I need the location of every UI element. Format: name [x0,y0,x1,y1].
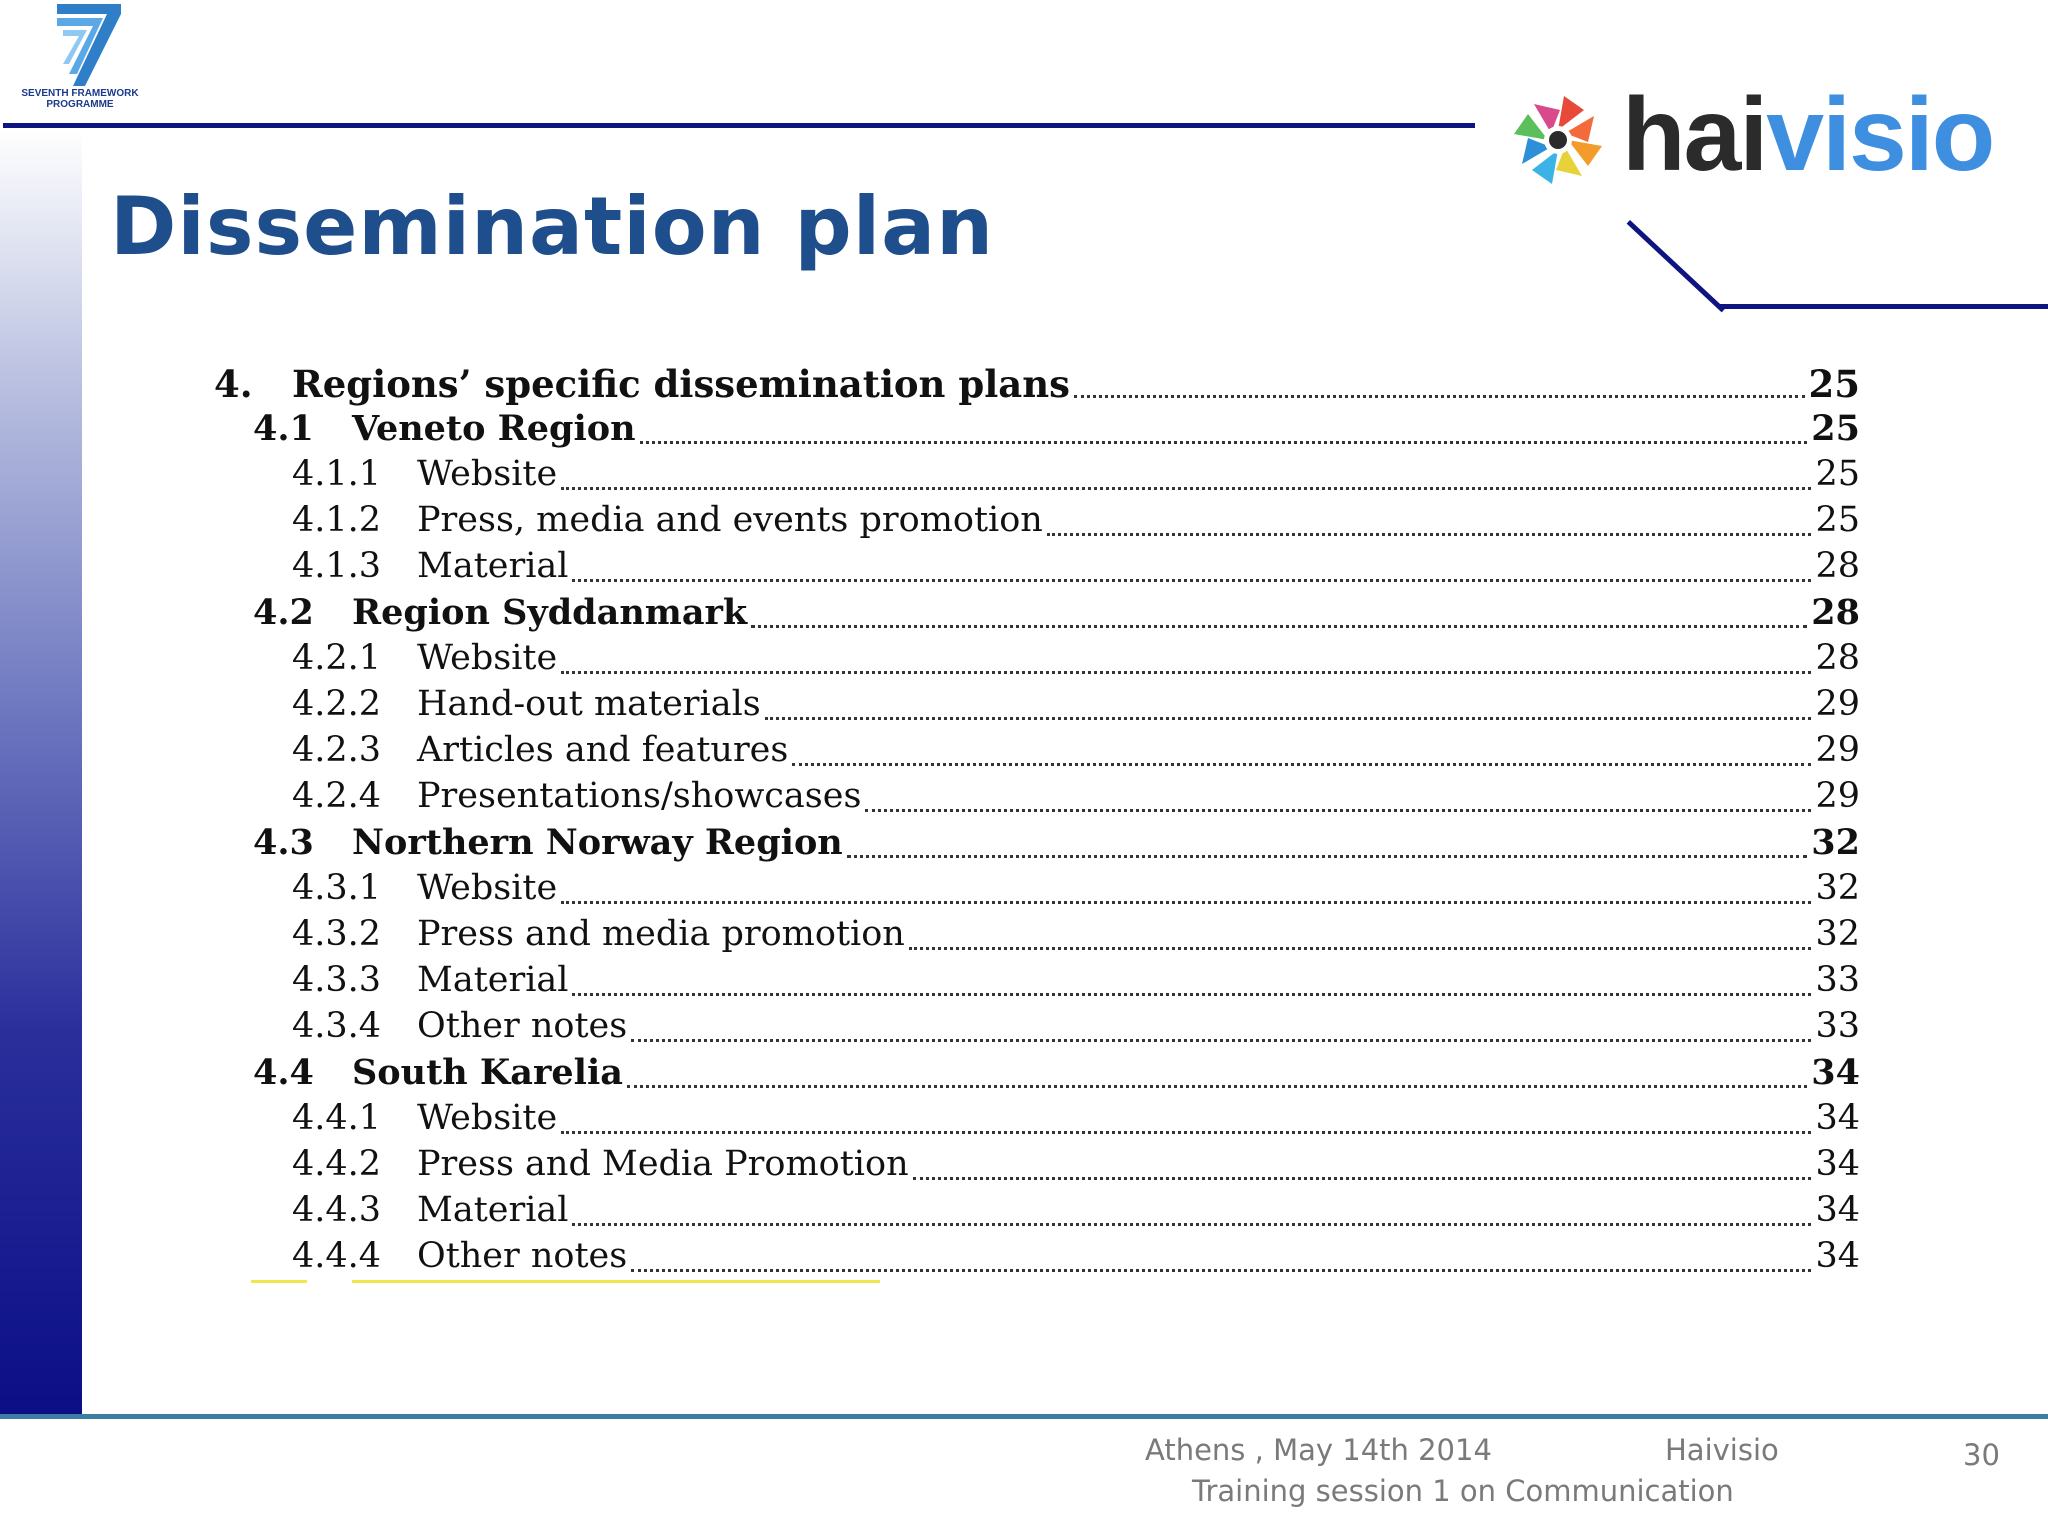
page-title: Dissemination plan [110,180,995,273]
toc-entry-number: 4.3.4 [292,1006,382,1046]
toc-entry-number: 4. [214,362,253,406]
toc-entry-page: 34 [1815,1190,1860,1230]
toc-entry-label: Northern Norway Region [352,822,843,863]
toc-entry [292,960,1860,1006]
toc-entry-number: 4.4.1 [292,1098,382,1138]
toc-entry-label: Veneto Region [352,408,636,449]
left-gradient-band [0,130,82,1415]
toc-dot-leader [631,1039,1811,1042]
toc-entry-label: Presentations/showcases [417,776,862,816]
toc-entry-number: 4.4.2 [292,1144,382,1184]
toc-entry [292,638,1860,684]
toc-entry-page: 25 [1815,500,1860,540]
toc-entry [292,1098,1860,1144]
highlight-underline [251,1280,307,1283]
toc-entry-number: 4.3.3 [292,960,382,1000]
toc-entry-page: 33 [1815,1006,1860,1046]
toc-entry [292,914,1860,960]
fp7-logo [10,2,150,114]
toc-dot-leader [561,1131,1811,1134]
toc-dot-leader [913,1177,1812,1180]
toc-entry-label: Website [417,638,558,678]
toc-entry [253,822,1860,868]
toc-dot-leader [792,763,1811,766]
toc-entry-page: 28 [1815,638,1860,678]
toc-entry-page: 28 [1811,592,1860,633]
footer-session: Training session 1 on Communication [1192,1474,1734,1508]
highlight-underline [352,1280,880,1283]
toc-entry-number: 4.3 [253,822,314,863]
header-right-divider [1720,304,2048,309]
toc-entry-number: 4.2.3 [292,730,382,770]
toc-entry [292,1144,1860,1190]
toc-entry-number: 4.1.2 [292,500,382,540]
toc-dot-leader [765,717,1812,720]
toc-dot-leader [751,625,1807,628]
toc-dot-leader [909,947,1812,950]
top-divider [3,123,1475,128]
toc-entry-label: Website [417,454,558,494]
toc-entry-page: 25 [1811,408,1860,449]
toc-entry-label: South Karelia [352,1052,623,1093]
fp7-seven-icon [55,2,125,88]
toc-entry [292,500,1860,546]
toc-entry-page: 34 [1815,1144,1860,1184]
brand-part1: hai [1622,77,1767,193]
toc-entry-label: Press and media promotion [417,914,905,954]
toc-entry [292,454,1860,500]
fp7-caption-line1: SEVENTH FRAMEWORK [21,88,139,99]
haivisio-pinwheel-icon [1510,92,1606,188]
toc-entry-label: Website [417,1098,558,1138]
toc-entry-number: 4.1 [253,408,314,449]
toc-entry-label: Regions’ specific dissemination plans [292,362,1070,406]
toc-entry-page: 32 [1815,914,1860,954]
toc-entry-page: 34 [1815,1098,1860,1138]
toc-entry [292,546,1860,592]
toc-entry [292,1190,1860,1236]
toc-entry-label: Hand-out materials [417,684,761,724]
toc-dot-leader [631,1269,1811,1272]
toc-entry [292,1006,1860,1052]
toc-entry-page: 29 [1815,776,1860,816]
toc-entry-number: 4.4 [253,1052,314,1093]
toc-entry-number: 4.3.1 [292,868,382,908]
toc-entry-page: 34 [1815,1236,1860,1276]
toc-dot-leader [640,441,1808,444]
toc-entry-page: 32 [1815,868,1860,908]
toc-entry-number: 4.2.2 [292,684,382,724]
toc-entry-page: 25 [1808,362,1860,406]
toc-entry-label: Material [417,546,569,586]
bottom-divider [0,1414,2048,1419]
page-number: 30 [1963,1438,2000,1472]
toc-entry-number: 4.4.3 [292,1190,382,1230]
fp7-caption-line2: PROGRAMME [46,99,114,110]
toc-entry-number: 4.2 [253,592,314,633]
toc-entry [253,592,1860,638]
toc-dot-leader [865,809,1811,812]
header-diagonal-line [1627,220,1725,312]
toc-entry-label: Website [417,868,558,908]
footer-organization: Haivisio [1665,1433,1779,1467]
toc-entry-page: 29 [1815,730,1860,770]
toc-dot-leader [561,901,1811,904]
toc-entry-label: Other notes [417,1236,628,1276]
toc-dot-leader [561,487,1811,490]
toc-entry-page: 33 [1815,960,1860,1000]
toc-dot-leader [572,579,1811,582]
toc-entry [292,1236,1860,1282]
haivisio-wordmark [1622,76,1993,195]
toc-entry-number: 4.2.1 [292,638,382,678]
toc-entry-number: 4.3.2 [292,914,382,954]
toc-entry-label: Material [417,960,569,1000]
toc-entry-label: Region Syddanmark [352,592,748,633]
toc-entry-number: 4.4.4 [292,1236,382,1276]
toc-entry [253,408,1860,454]
toc-entry-page: 34 [1811,1052,1860,1093]
toc-entry [214,362,1860,408]
toc-entry-number: 4.2.4 [292,776,382,816]
toc-entry-page: 29 [1815,684,1860,724]
toc-entry-page: 25 [1815,454,1860,494]
toc-entry-label: Material [417,1190,569,1230]
toc-entry-label: Press, media and events promotion [417,500,1043,540]
toc-dot-leader [627,1085,1807,1088]
footer-location-date: Athens , May 14th 2014 [1145,1433,1492,1467]
toc-entry-number: 4.1.1 [292,454,382,494]
toc-entry-number: 4.1.3 [292,546,382,586]
haivisio-logo [1510,77,1994,193]
toc-entry-page: 28 [1815,546,1860,586]
toc-entry [292,730,1860,776]
toc-dot-leader [572,993,1811,996]
toc-entry [292,684,1860,730]
brand-part2: visio [1766,77,1994,193]
toc-dot-leader [847,855,1808,858]
toc-entry-label: Articles and features [417,730,789,770]
toc-dot-leader [572,1223,1811,1226]
toc-dot-leader [561,671,1811,674]
toc-entry-label: Other notes [417,1006,628,1046]
toc-entry [253,1052,1860,1098]
toc-entry [292,776,1860,822]
toc-entry-page: 32 [1811,822,1860,863]
toc-dot-leader [1074,395,1805,398]
toc-entry [292,868,1860,914]
toc-entry-label: Press and Media Promotion [417,1144,909,1184]
toc-dot-leader [1047,533,1812,536]
